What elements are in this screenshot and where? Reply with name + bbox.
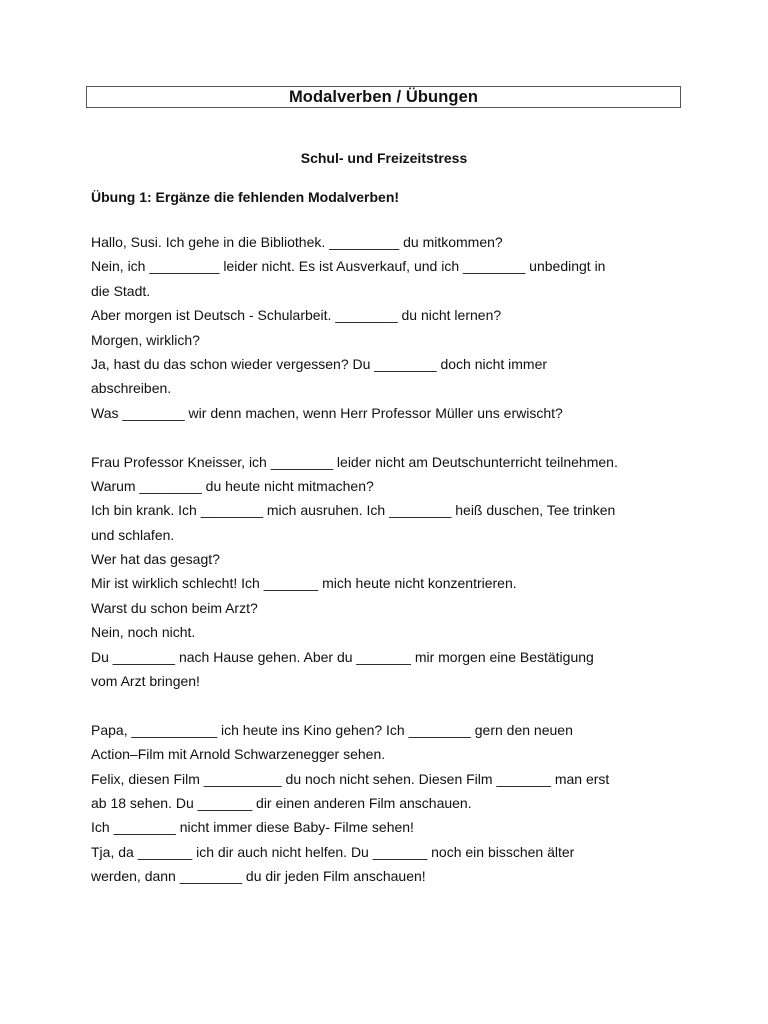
paragraph-1 <box>91 230 691 425</box>
text-line: Frau Professor Kneisser, ich ________ leider nicht am Deutschunterricht teilnehmen. <box>91 453 618 470</box>
text-line: Nein, noch nicht. <box>91 624 196 641</box>
text-line: abschreiben. <box>91 380 172 397</box>
exercise-heading: Übung 1: Ergänze die fehlenden Modalverben! <box>91 189 400 205</box>
text-line: Warst du schon beim Arzt? <box>91 599 258 616</box>
paragraph-2 <box>91 450 691 694</box>
text-line: Du ________ nach Hause gehen. Aber du _______ mir morgen eine Bestätigung <box>91 648 594 665</box>
paragraph-gap <box>91 693 691 717</box>
text-line: Tja, da _______ ich dir auch nicht helfen. Du _______ noch ein bisschen älter <box>91 843 575 860</box>
text-line: ab 18 sehen. Du _______ dir einen anderen Film anschauen. <box>91 794 472 811</box>
text-line: Was ________ wir denn machen, wenn Herr Professor Müller uns erwischt? <box>91 404 563 421</box>
subtitle: Schul- und Freizeitstress <box>300 150 468 166</box>
text-line: Mir ist wirklich schlecht! Ich _______ mich heute nicht konzentrieren. <box>91 575 517 592</box>
text-line: werden, dann ________ du dir jeden Film anschauen! <box>91 868 426 885</box>
exercise-text <box>91 230 691 889</box>
page-title: Modalverben / Übungen <box>288 87 479 106</box>
text-line: vom Arzt bringen! <box>91 673 200 690</box>
text-line: Ich bin krank. Ich ________ mich ausruhen. Ich ________ heiß duschen, Tee trinken <box>91 502 616 519</box>
text-line: Wer hat das gesagt? <box>91 551 220 568</box>
text-line: Morgen, wirklich? <box>91 331 200 348</box>
text-line: Nein, ich _________ leider nicht. Es ist Ausverkauf, und ich ________ unbedingt in <box>91 258 606 275</box>
text-line: Felix, diesen Film __________ du noch nicht sehen. Diesen Film _______ man erst <box>91 770 610 787</box>
text-line: Aber morgen ist Deutsch - Schularbeit. ________ du nicht lernen? <box>91 307 502 324</box>
text-line: Ja, hast du das schon wieder vergessen? Du ________ doch nicht immer <box>91 355 548 372</box>
paragraph-gap <box>91 425 691 449</box>
text-line: und schlafen. <box>91 526 175 543</box>
paragraph-3 <box>91 718 691 889</box>
text-line: Hallo, Susi. Ich gehe in die Bibliothek. _________ du mitkommen? <box>91 234 503 250</box>
title-box <box>86 86 681 108</box>
text-line: Papa, ___________ ich heute ins Kino gehen? Ich ________ gern den neuen <box>91 721 573 738</box>
text-line: Action–Film mit Arnold Schwarzenegger sehen. <box>91 746 386 763</box>
text-line: Warum ________ du heute nicht mitmachen? <box>91 477 374 494</box>
text-line: Ich ________ nicht immer diese Baby- Filme sehen! <box>91 819 414 836</box>
text-line: die Stadt. <box>91 282 151 299</box>
